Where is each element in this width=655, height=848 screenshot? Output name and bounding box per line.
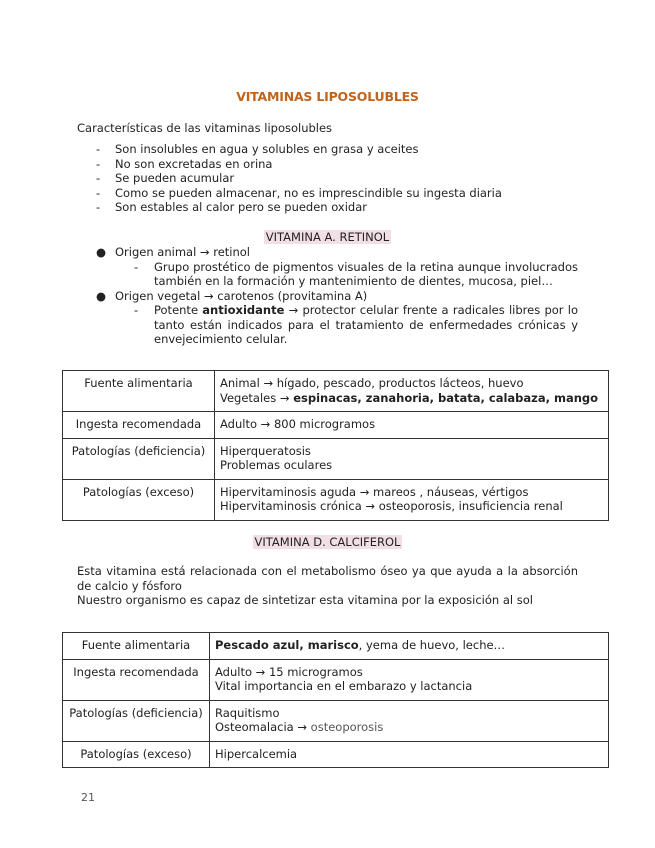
table-row: Patologías (deficiencia) Hiperqueratosis Problemas oculares <box>63 438 609 479</box>
list-item: - Se pueden acumular <box>96 171 235 185</box>
page-number: 21 <box>81 791 95 804</box>
bullet-icon: ● <box>96 245 107 259</box>
vitamin-d-paragraph-2: Nuestro organismo es capaz de sintetizar esta vitamina por la exposición al sol <box>77 593 533 607</box>
vitamin-d-paragraph-1: Esta vitamina está relacionada con el metabolismo óseo ya que ayuda a la absorción de calcio y fósforo <box>77 564 578 593</box>
table-row: Patologías (deficiencia) Raquitismo Osteomalacia → osteoporosis <box>63 700 609 741</box>
table-row: Fuente alimentaria Pescado azul, marisco, yema de huevo, leche… <box>63 633 609 660</box>
table-row: Patologías (exceso) Hipercalcemia <box>63 741 609 768</box>
bullet-icon: ● <box>96 288 107 303</box>
list-subitem: - Grupo prostético de pigmentos visuales de la retina aunque involucrados también en la formación y mantenimiento de dientes, mucosa, piel… <box>134 259 578 288</box>
vitamin-a-table <box>62 370 609 521</box>
list-item: - No son excretadas en orina <box>96 156 273 171</box>
table-row: Ingesta recomendada Adulto → 15 microgramos Vital importancia en el embarazo y lactancia <box>63 659 609 700</box>
intro-text: Características de las vitaminas liposolubles <box>77 121 333 135</box>
list-item: ● Origen animal → retinol <box>96 245 250 259</box>
list-item: - Como se pueden almacenar, no es imprescindible su ingesta diaria <box>96 185 502 200</box>
table-row: Ingesta recomendada Adulto → 800 microgramos <box>63 412 609 439</box>
list-item: ● Origen vegetal → carotenos (provitamina A) <box>96 288 368 303</box>
table-row: Fuente alimentaria Animal → hígado, pescado, productos lácteos, huevo Vegetales → espinacas, zanahoria, batata, calabaza, mango <box>63 371 609 412</box>
page-title: VITAMINAS LIPOSOLUBLES <box>236 89 419 104</box>
vitamin-d-table <box>62 632 609 768</box>
table-row: Patologías (exceso) Hipervitaminosis aguda → mareos , náuseas, vértigos Hipervitaminosis crónica → osteoporosis, insuficiencia renal <box>63 479 609 520</box>
list-subitem: - Potente antioxidante → protector celular frente a radicales libres por lo tanto están indicados para el tratamiento de enfermedades crónicas y envejecimiento celular. <box>134 303 578 346</box>
vitamin-a-origins <box>96 245 578 347</box>
list-item: - Son estables al calor pero se pueden oxidar <box>96 200 368 214</box>
vitamin-a-heading: VITAMINA A. RETINOL <box>265 230 390 244</box>
vitamin-d-heading: VITAMINA D. CALCIFEROL <box>254 535 401 549</box>
list-item: - Son insolubles en agua y solubles en grasa y aceites <box>96 142 419 156</box>
characteristics-list <box>96 142 502 215</box>
